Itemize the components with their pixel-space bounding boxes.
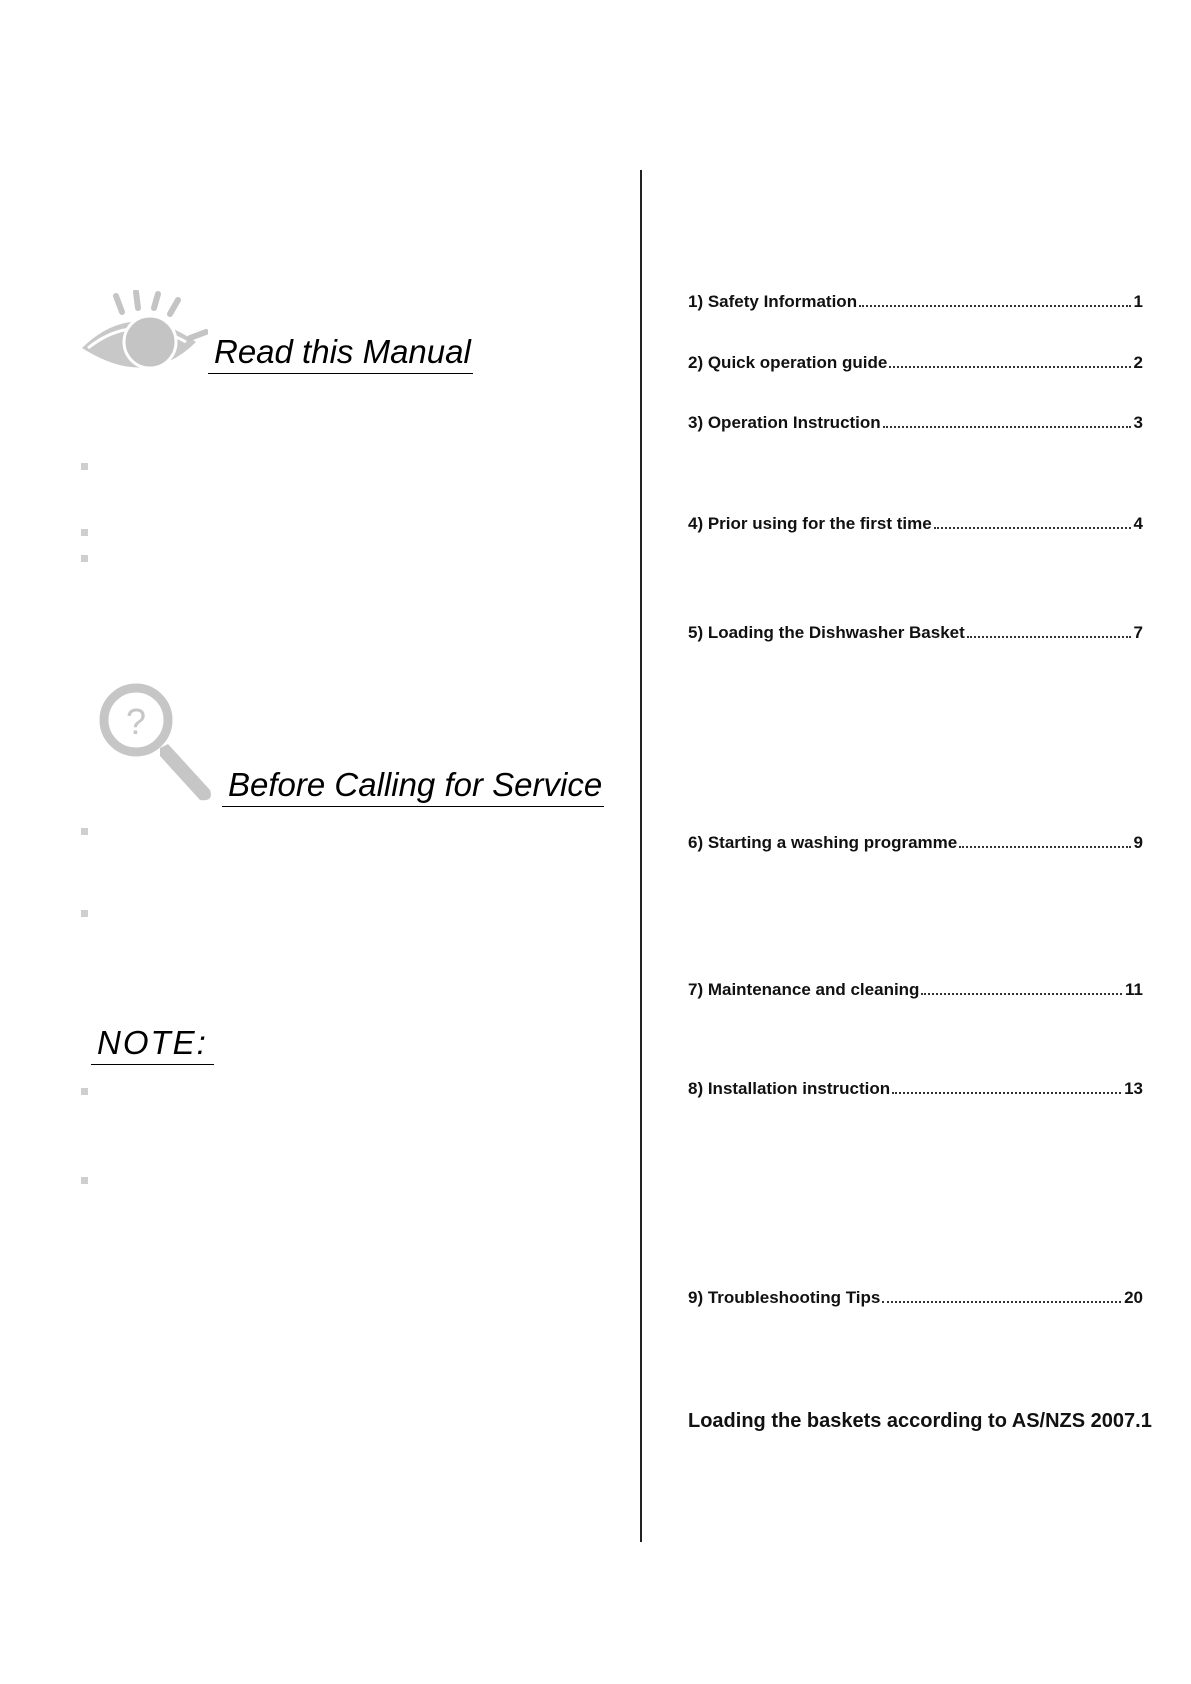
bullet-marker	[81, 1177, 88, 1184]
toc-leader-dots	[921, 993, 1122, 995]
toc-footer-loading-standard[interactable]: Loading the baskets according to AS/NZS 2007.1	[688, 1410, 1152, 1432]
toc-leader-dots	[889, 366, 1130, 368]
bullet-marker	[81, 463, 88, 470]
bullet-marker	[81, 910, 88, 917]
bullet-marker	[81, 828, 88, 835]
before-service-heading: Before Calling for Service	[222, 766, 604, 807]
toc-item-label: 9) Troubleshooting Tips	[688, 1288, 881, 1307]
toc-leader-dots	[883, 426, 1131, 428]
toc-item-maintenance[interactable]	[688, 978, 1143, 1000]
bullet-marker	[81, 529, 88, 536]
toc-item-page: 13	[1124, 1079, 1143, 1098]
toc-leader-dots	[967, 636, 1131, 638]
toc-item-operation[interactable]	[688, 411, 1143, 433]
toc-item-page: 3	[1133, 413, 1143, 432]
toc-item-label: 6) Starting a washing programme	[688, 833, 958, 852]
toc-item-label: 5) Loading the Dishwasher Basket	[688, 623, 965, 642]
toc-leader-dots	[882, 1301, 1121, 1303]
toc-item-page: 9	[1133, 833, 1143, 852]
toc-item-label: 7) Maintenance and cleaning	[688, 980, 920, 999]
toc-leader-dots	[859, 305, 1130, 307]
toc-item-label: 2) Quick operation guide	[688, 353, 888, 372]
bullet-marker	[81, 1088, 88, 1095]
toc-leader-dots	[934, 527, 1131, 529]
toc-item-label: 4) Prior using for the first time	[688, 514, 932, 533]
column-divider	[640, 170, 642, 1542]
toc-item-page: 2	[1133, 353, 1143, 372]
note-heading: NOTE:	[91, 1024, 214, 1065]
read-manual-heading: Read this Manual	[208, 333, 473, 374]
svg-text:?: ?	[125, 701, 147, 742]
toc-item-page: 11	[1125, 980, 1143, 999]
toc-item-label: 3) Operation Instruction	[688, 413, 881, 432]
toc-leader-dots	[959, 846, 1130, 848]
toc-item-installation[interactable]	[688, 1077, 1143, 1099]
bullet-marker	[81, 555, 88, 562]
toc-item-page: 4	[1133, 514, 1143, 533]
toc-item-page: 20	[1124, 1288, 1143, 1307]
toc-item-page: 7	[1133, 623, 1143, 642]
toc-item-page: 1	[1133, 292, 1143, 311]
toc-item-starting-programme[interactable]	[688, 831, 1143, 853]
toc-item-quick-guide[interactable]	[688, 351, 1143, 373]
toc-item-prior-use[interactable]	[688, 512, 1143, 534]
toc-item-label: 8) Installation instruction	[688, 1079, 891, 1098]
eye-icon	[78, 290, 208, 380]
toc-item-loading-basket[interactable]	[688, 621, 1143, 643]
toc-item-label: 1) Safety Information	[688, 292, 858, 311]
magnifier-question-icon	[96, 678, 216, 806]
toc-item-troubleshooting[interactable]	[688, 1286, 1143, 1308]
toc-leader-dots	[892, 1092, 1121, 1094]
toc-item-safety[interactable]	[688, 290, 1143, 312]
